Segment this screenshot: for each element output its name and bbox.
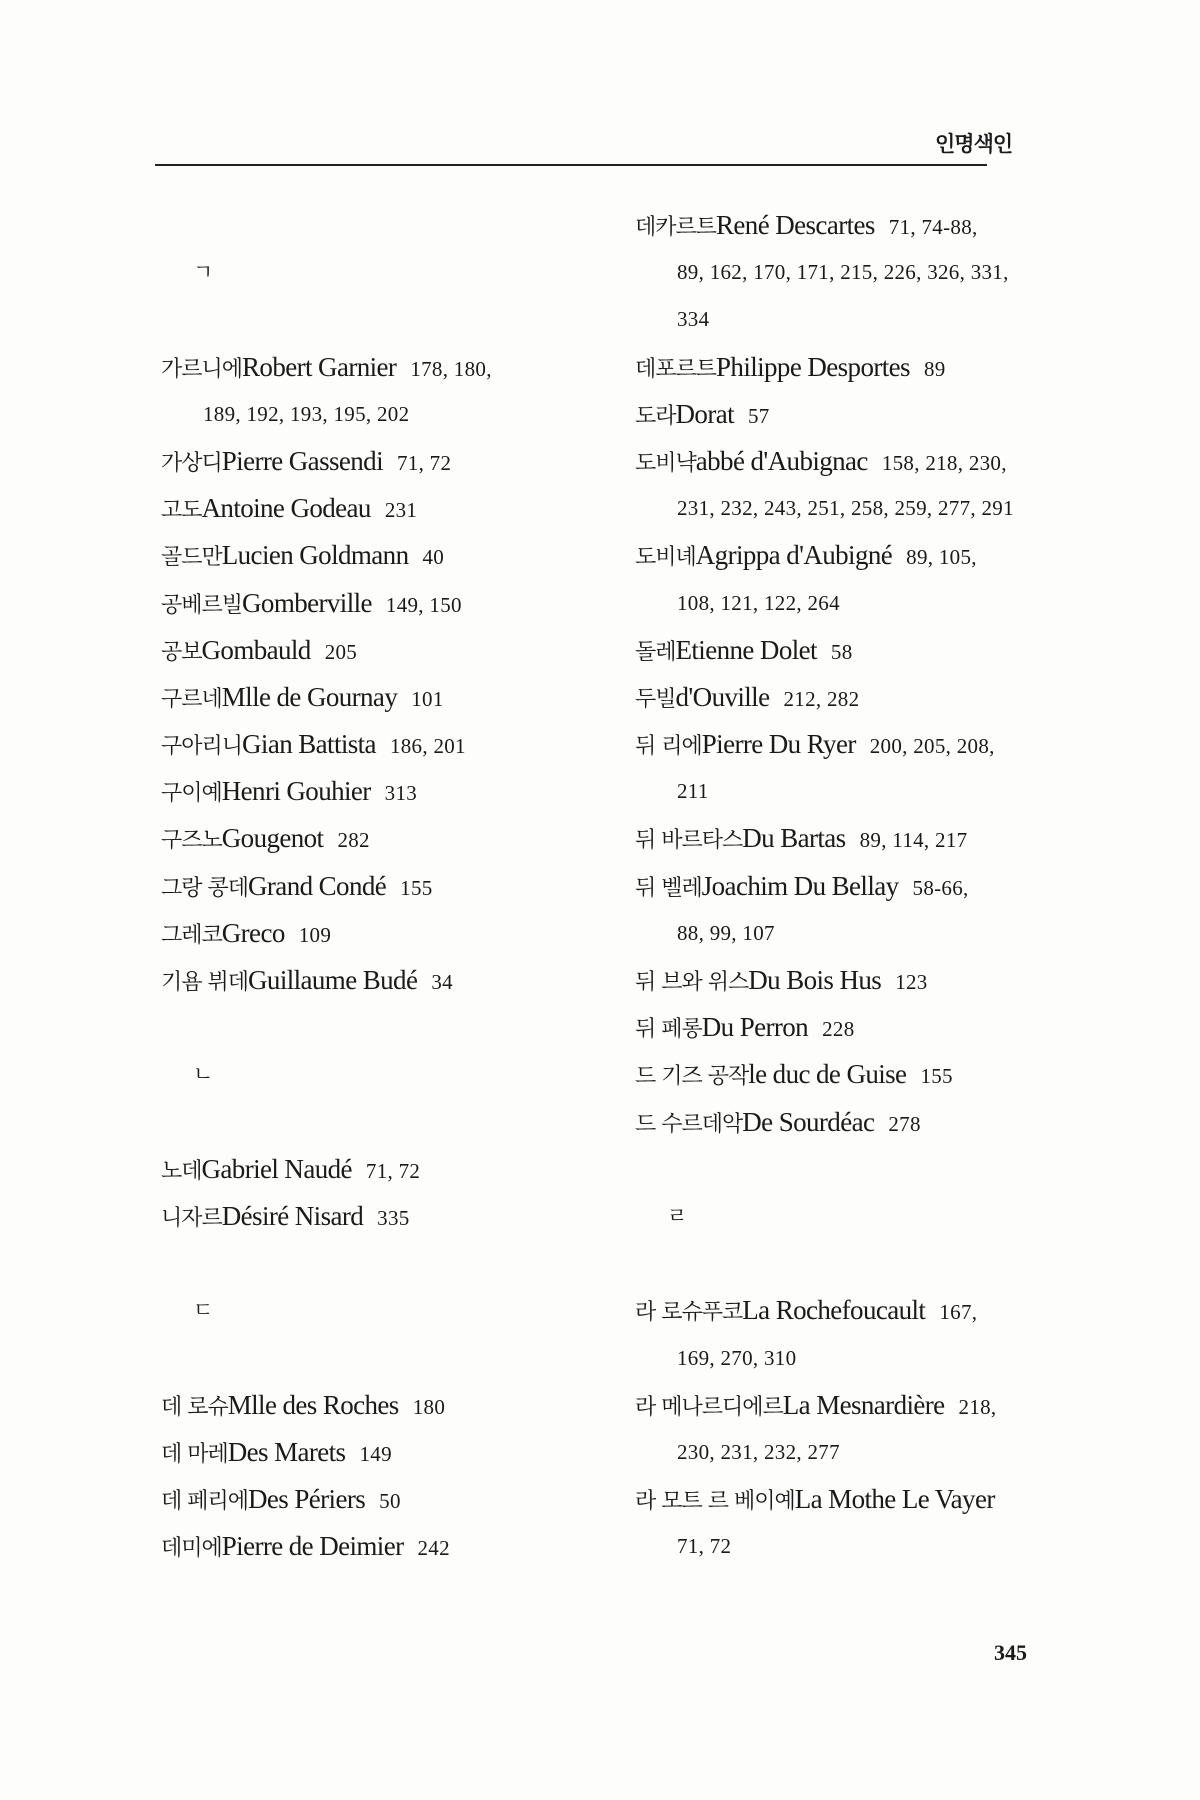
index-entry (635, 202, 1065, 249)
entry-original-name: Agrippa d'Aubigné (695, 540, 893, 571)
blank-line (635, 1240, 1065, 1287)
index-entry (635, 344, 1065, 391)
entry-korean-name: 데 로슈 (161, 1394, 228, 1420)
entry-pages: 282 (337, 828, 370, 853)
entry-pages: 205 (324, 639, 358, 664)
entry-korean-name: 도비냑 (635, 450, 696, 476)
index-entry (161, 1476, 581, 1523)
entry-pages: 178, 180, (410, 356, 492, 381)
entry-pages: 155 (400, 875, 433, 900)
entry-pages: 89, 105, (906, 545, 977, 570)
entry-pages-continued: 211 (677, 779, 709, 804)
index-entry (161, 768, 581, 815)
index-column-right (635, 202, 1065, 1570)
entry-original-name: Robert Garnier (242, 351, 397, 382)
entry-pages: 278 (888, 1111, 921, 1136)
entry-pages: 71, 72 (365, 1158, 421, 1183)
entry-original-name: d'Ouville (675, 681, 770, 712)
index-entry (161, 1429, 581, 1476)
entry-pages-continued: 89, 162, 170, 171, 215, 226, 326, 331, (677, 260, 1009, 285)
entry-original-name: Gougenot (221, 823, 324, 854)
entry-pages: 313 (384, 781, 418, 806)
entry-korean-name: 그레코 (161, 922, 222, 948)
index-entry (635, 438, 1065, 485)
entry-korean-name: 도비녜 (635, 545, 696, 571)
entry-original-name: Mlle de Gournay (221, 681, 398, 712)
section-heading: ㄴ (193, 1062, 213, 1087)
entry-pages: 123 (895, 970, 928, 994)
blank-line (161, 1240, 581, 1287)
entry-korean-name: 구르네 (161, 686, 222, 712)
entry-korean-name: 뒤 벨레 (635, 875, 702, 901)
entry-pages: 71, 72 (396, 450, 452, 475)
entry-pages: 167, (939, 1300, 978, 1325)
entry-original-name: Etienne Dolet (675, 634, 817, 665)
entry-pages: 212, 282 (783, 686, 860, 711)
entry-korean-name: 골드만 (161, 545, 222, 571)
entry-original-name: Philippe Desportes (716, 351, 910, 382)
entry-original-name: Du Perron (701, 1012, 809, 1043)
entry-original-name: Joachim Du Bellay (701, 870, 899, 901)
entry-pages: 228 (822, 1017, 855, 1042)
entry-pages: 101 (411, 686, 444, 711)
entry-original-name: La Rochefoucault (742, 1295, 926, 1326)
section-heading: ㄱ (193, 260, 213, 285)
entry-korean-name: 가상디 (161, 450, 222, 476)
index-entry (161, 532, 581, 579)
entry-original-name: Du Bartas (742, 823, 846, 854)
entry-korean-name: 두빌 (635, 686, 676, 712)
entry-korean-name: 드 기즈 공작 (635, 1064, 749, 1090)
entry-pages: 57 (748, 403, 770, 428)
blank-line (161, 1099, 581, 1146)
entry-original-name: Gombauld (201, 634, 311, 665)
entry-korean-name: 라 로슈푸코 (635, 1300, 743, 1326)
entry-original-name: Henri Gouhier (221, 776, 371, 807)
entry-original-name: Du Bois Hus (748, 965, 882, 995)
running-head: 인명색인 (935, 132, 1013, 156)
index-entry (161, 485, 581, 532)
entry-pages: 158, 218, 230, (881, 450, 1007, 475)
entry-pages-continued: 169, 270, 310 (677, 1345, 797, 1370)
entry-original-name: Des Marets (227, 1436, 346, 1467)
blank-line (161, 1335, 581, 1382)
entry-korean-name: 드 수르데악 (635, 1111, 743, 1137)
entry-original-name: Pierre de Deimier (221, 1531, 404, 1562)
entry-pages: 89, 114, 217 (859, 828, 968, 853)
entry-pages: 58 (830, 639, 853, 664)
entry-korean-name: 돌레 (635, 639, 676, 665)
index-entry (161, 344, 581, 391)
entry-pages: 218, (958, 1394, 997, 1419)
entry-pages: 89 (923, 356, 946, 381)
entry-pages-continued: 71, 72 (677, 1534, 732, 1559)
entry-original-name: Greco (221, 917, 285, 948)
index-entry (635, 391, 1065, 438)
entry-original-name: Dorat (675, 398, 734, 429)
entry-pages-continued: 189, 192, 193, 195, 202 (203, 401, 410, 426)
entry-pages: 149, 150 (385, 592, 462, 617)
entry-original-name: La Mothe Le Vayer (794, 1484, 995, 1515)
entry-pages-continued: 108, 121, 122, 264 (677, 590, 840, 615)
entry-original-name: Gomberville (242, 587, 372, 618)
entry-pages: 109 (298, 922, 332, 947)
index-entry (635, 1476, 1065, 1523)
entry-pages: 180 (412, 1394, 446, 1419)
index-entry (635, 674, 1065, 721)
index-entry (161, 1382, 581, 1429)
index-entry (161, 580, 581, 627)
entry-korean-name: 뒤 리에 (635, 734, 702, 760)
index-entry (635, 532, 1065, 579)
index-entry (161, 721, 581, 768)
entry-original-name: le duc de Guise (748, 1059, 907, 1090)
index-entry (161, 910, 581, 957)
entry-korean-name: 라 메나르디에르 (635, 1394, 783, 1420)
index-entry (635, 815, 1065, 862)
blank-line (161, 1004, 581, 1051)
entry-pages: 231 (384, 498, 418, 523)
index-entry (161, 957, 581, 1004)
index-entry (635, 627, 1065, 674)
entry-korean-name: 고도 (161, 498, 202, 524)
section-heading: ㄹ (667, 1203, 687, 1228)
entry-original-name: Mlle des Roches (227, 1389, 399, 1420)
section-heading: ㄷ (193, 1298, 213, 1323)
index-entry (635, 1051, 1065, 1098)
index-entry (635, 1287, 1065, 1334)
index-entry (161, 815, 581, 862)
entry-original-name: De Sourdéac (742, 1106, 875, 1137)
entry-korean-name: 구즈노 (161, 828, 222, 854)
entry-original-name: Pierre Du Ryer (701, 729, 856, 760)
entry-korean-name: 데카르트 (635, 215, 717, 240)
index-entry (635, 1004, 1065, 1051)
entry-korean-name: 기욤 뷔데 (161, 970, 249, 995)
entry-original-name: Pierre Gassendi (221, 445, 383, 476)
entry-korean-name: 니자르 (161, 1205, 222, 1231)
entry-original-name: abbé d'Aubignac (695, 445, 868, 476)
page-number: 345 (994, 1640, 1027, 1665)
index-entry (635, 1099, 1065, 1146)
header-rule (155, 164, 987, 166)
entry-korean-name: 데미에 (161, 1536, 222, 1562)
index-entry (635, 721, 1065, 768)
entry-pages-continued: 88, 99, 107 (677, 920, 775, 945)
entry-original-name: Lucien Goldmann (221, 540, 409, 571)
entry-pages-continued: 230, 231, 232, 277 (677, 1439, 840, 1464)
index-entry (161, 674, 581, 721)
entry-pages: 186, 201 (389, 734, 466, 759)
index-entry (161, 1193, 581, 1240)
entry-pages: 242 (417, 1536, 450, 1561)
entry-korean-name: 가르니에 (161, 356, 243, 382)
index-entry (161, 863, 581, 910)
blank-line (161, 202, 581, 249)
index-entry (161, 627, 581, 674)
entry-korean-name: 뒤 페롱 (635, 1017, 702, 1043)
index-entry (635, 863, 1065, 910)
entry-original-name: Grand Condé (248, 870, 387, 901)
entry-original-name: Antoine Godeau (201, 493, 371, 524)
entry-original-name: Gian Battista (242, 729, 376, 760)
index-entry (161, 438, 581, 485)
blank-line (161, 296, 581, 343)
entry-original-name: René Descartes (716, 210, 875, 240)
entry-korean-name: 데 마레 (161, 1441, 228, 1467)
index-entry (161, 1146, 581, 1193)
entry-original-name: La Mesnardière (782, 1389, 945, 1420)
entry-korean-name: 뒤 바르타스 (635, 828, 743, 854)
entry-pages: 200, 205, 208, (869, 734, 995, 759)
entry-pages: 71, 74-88, (888, 215, 978, 239)
entry-pages: 34 (431, 970, 453, 994)
entry-korean-name: 도라 (635, 403, 676, 429)
blank-line (635, 1146, 1065, 1193)
entry-original-name: Des Périers (248, 1484, 366, 1515)
entry-korean-name: 그랑 콩데 (161, 875, 249, 901)
entry-pages: 335 (377, 1205, 410, 1230)
entry-korean-name: 데 페리에 (161, 1489, 249, 1515)
index-entry (635, 957, 1065, 1004)
entry-original-name: Gabriel Naudé (201, 1153, 352, 1184)
entry-pages-continued: 231, 232, 243, 251, 258, 259, 277, 291 (677, 496, 1014, 521)
entry-korean-name: 라 모트 르 베이예 (635, 1489, 795, 1515)
entry-korean-name: 구이예 (161, 781, 222, 807)
entry-original-name: Guillaume Budé (248, 965, 418, 995)
entry-korean-name: 구아리니 (161, 734, 243, 760)
entry-original-name: Désiré Nisard (221, 1200, 364, 1231)
entry-korean-name: 노데 (161, 1158, 202, 1184)
entry-pages: 58-66, (912, 875, 969, 900)
entry-pages: 149 (359, 1441, 392, 1466)
entry-korean-name: 뒤 브와 위스 (635, 970, 749, 995)
entry-pages: 40 (422, 545, 445, 570)
entry-korean-name: 공보 (161, 639, 202, 665)
index-column-left (161, 202, 581, 1570)
entry-pages: 50 (379, 1489, 401, 1514)
entry-korean-name: 공베르빌 (161, 592, 243, 618)
index-entry (161, 1523, 581, 1570)
entry-pages: 155 (920, 1064, 953, 1089)
entry-korean-name: 데포르트 (635, 356, 717, 382)
entry-pages-continued: 334 (677, 307, 710, 332)
index-entry (635, 1382, 1065, 1429)
